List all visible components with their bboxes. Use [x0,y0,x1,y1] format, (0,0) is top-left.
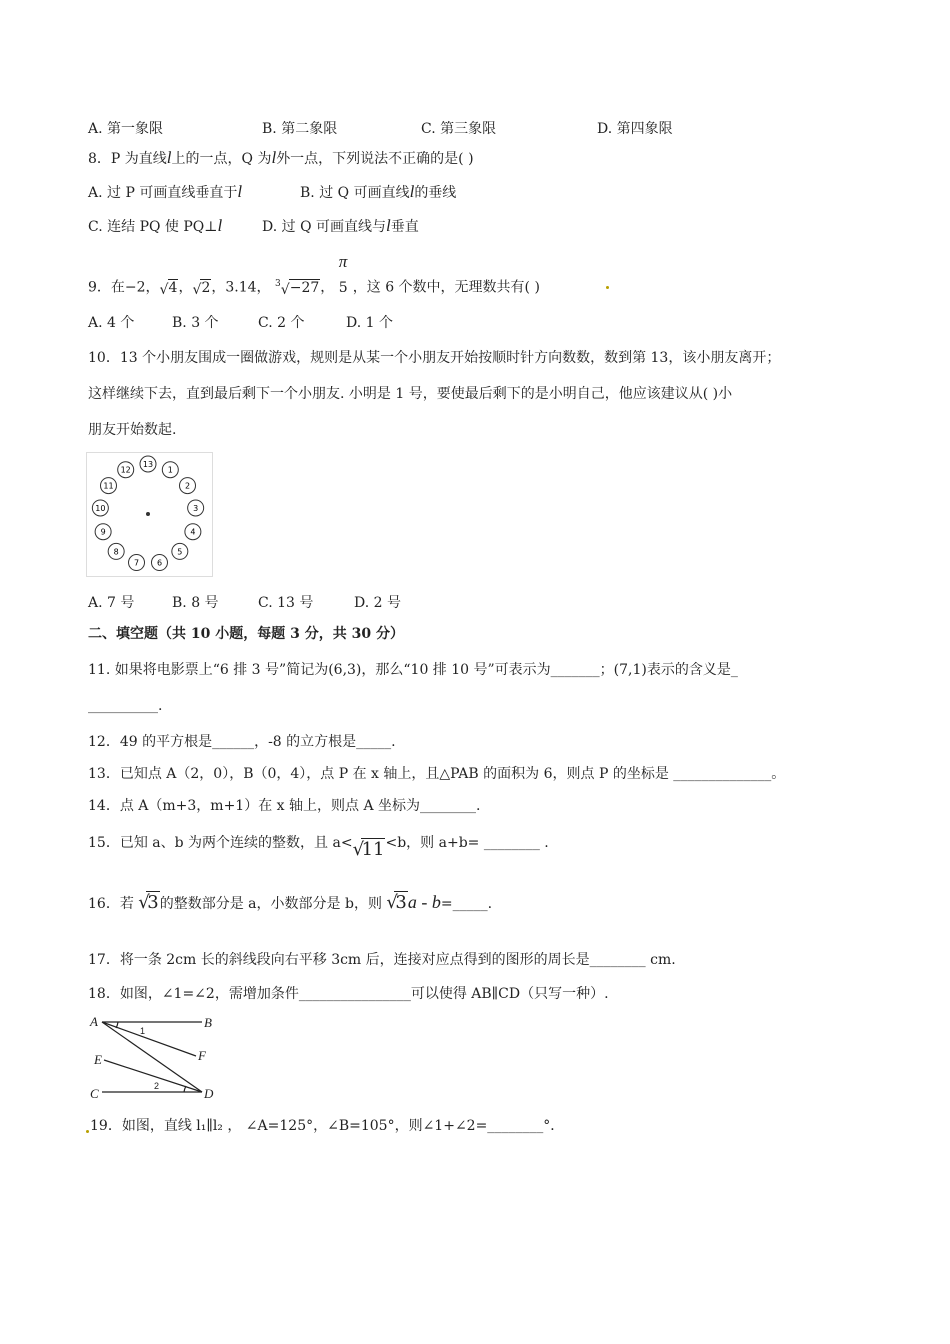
child-number: 9 [100,527,106,537]
child-circle-13 [140,456,156,472]
line-l-symbol: l [166,148,172,167]
expression-sqrt3a-minus-b: √ 3 [386,892,407,913]
child-number: 5 [177,547,183,557]
cube-root-neg27: √ −27 [280,279,320,298]
label-e: E [94,1052,102,1067]
option-b: B. 第二象限 [262,121,338,137]
child-circle-9 [95,524,111,540]
line-l-symbol: l [217,216,223,235]
q9-option-c: C. 2 个 [258,315,305,331]
child-circle-12 [118,462,134,478]
decorative-dot [86,1130,89,1133]
child-number: 1 [167,465,173,475]
line-l-symbol: l [237,182,243,201]
question-11-line2: __________. [88,698,163,714]
option-c: C. 第三象限 [421,121,497,137]
child-circle-7 [129,555,145,571]
child-number: 3 [193,503,199,513]
pi-over-5: π 5 [338,251,348,296]
child-circle-1 [162,462,178,478]
child-circle-11 [100,478,116,494]
line-ed [104,1060,202,1092]
label-d: D [204,1086,214,1100]
angle-2-arc [184,1086,186,1092]
question-14: 14．点 A（m+3，m+1）在 x 轴上，则点 A 坐标为________. [88,798,481,814]
center-dot [146,512,150,516]
label-b: B [204,1015,212,1030]
child-number: 11 [103,481,114,491]
q10-option-d: D. 2 号 [354,595,401,611]
child-circle-2 [180,478,196,494]
question-9: 9．在−2， √ 4， √ 2，3.14， $^3$ √ −27， π 5 ，这 6 个数中，无理数共有( ) [88,251,540,298]
child-circle-5 [172,543,188,559]
q8-option-c: C. 连结 PQ 使 PQ⊥l [88,216,223,235]
question-12: 12．49 的平方根是______，-8 的立方根是_____. [88,734,396,750]
question-8: 8．P 为直线l上的一点，Q 为l外一点，下列说法不正确的是( ) [88,148,474,167]
circle-game-figure [86,452,214,578]
child-circle-10 [92,500,108,516]
q8-option-a: A. 过 P 可画直线垂直于l [88,182,243,201]
q10-option-c: C. 13 号 [258,595,314,611]
question-16: 16．若 √ 3的整数部分是 a，小数部分是 b，则 √ 3a - b=_____. [88,892,493,913]
sqrt-11: √ 11 [352,839,385,860]
sqrt-4: √ 4 [159,279,178,298]
child-circle-3 [188,500,204,516]
child-circle-6 [151,555,167,571]
sqrt-2: √ 2 [192,279,211,298]
question-17: 17．将一条 2cm 长的斜线段向右平移 3cm 后，连接对应点得到的图形的周长是________ cm. [88,952,676,968]
option-a: A. 第一象限 [88,121,164,137]
question-15: 15．已知 a、b 为两个连续的整数，且 a< √ 11<b，则 a+b= ________ . [88,835,549,860]
question-11-line1: 11. 如果将电影票上“6 排 3 号”简记为(6,3)，那么“10 排 10 号”可表示为_______；(7,1)表示的含义是_ [88,662,738,678]
q10-option-a: A. 7 号 [88,595,135,611]
question-13: 13．已知点 A（2，0），B（0，4），点 P 在 x 轴上，且△PAB 的面积为 6，则点 P 的坐标是 ______________。 [88,766,786,782]
question-10-line1: 10．13 个小朋友围成一圈做游戏，规则是从某一个小朋友开始按顺时针方向数数，数到第 13，该小朋友离开； [88,350,781,366]
q9-option-b: B. 3 个 [172,315,219,331]
label-angle-1: 1 [140,1026,146,1036]
child-number: 2 [184,481,191,491]
label-f: F [198,1048,206,1063]
q8-option-d: D. 过 Q 可画直线与l垂直 [262,216,419,235]
child-number: 7 [133,558,140,568]
section-title: 二、填空题（共 10 小题，每题 3 分，共 30 分） [88,626,404,642]
angle-figure [88,1012,218,1100]
question-10-line2: 这样继续下去，直到最后剩下一个小朋友. 小明是 1 号，要使最后剩下的是小明自己，他应该建议从( )小 [88,386,733,402]
question-19: 19．如图，直线 l₁∥l₂ ， ∠A=125°，∠B=105°，则∠1+∠2=________°． [90,1118,565,1134]
child-circle-8 [108,543,124,559]
label-angle-2: 2 [154,1081,160,1091]
cube-root-index: 3 [275,279,281,289]
label-c: C [90,1086,99,1100]
child-number: 6 [156,558,163,568]
sqrt-3: √ 3 [138,892,159,913]
q8-option-b: B. 过 Q 可画直线l的垂线 [300,182,457,201]
line-l-symbol: l [409,182,415,201]
q10-option-b: B. 8 号 [172,595,219,611]
child-number: 10 [95,503,106,513]
option-d: D. 第四象限 [597,121,673,137]
child-number: 4 [190,527,196,537]
q9-option-a: A. 4 个 [88,315,135,331]
child-number: 13 [142,460,154,469]
child-number: 8 [113,547,119,557]
child-circle-4 [185,524,201,540]
question-10-line3: 朋友开始数起. [88,422,177,438]
child-number: 12 [120,465,131,475]
question-18: 18．如图，∠1=∠2，需增加条件________________可以使得 AB∥CD（只写一种）. [88,986,609,1002]
q9-option-d: D. 1 个 [346,315,393,331]
line-l-symbol: l [271,148,277,167]
decorative-dot [606,286,609,289]
line-ad [102,1022,202,1092]
label-a: A [90,1014,98,1029]
line-l-symbol: l [386,216,391,235]
